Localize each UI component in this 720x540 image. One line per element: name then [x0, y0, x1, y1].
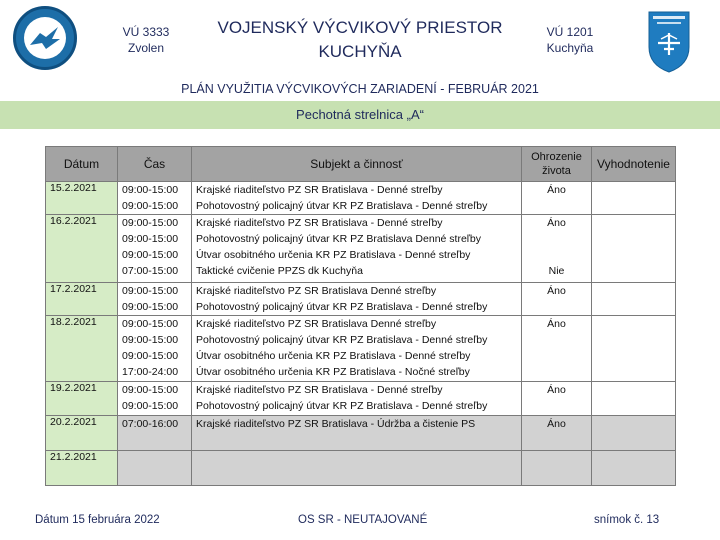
- table-row: [46, 382, 676, 416]
- subject-entry: Krajské riaditeľstvo PZ SR Bratislava - Údržba a čistenie PS: [196, 418, 476, 430]
- time-entry: 09:00-15:00: [122, 233, 179, 245]
- time-entry: 09:00-15:00: [122, 285, 179, 297]
- time-entry: 07:00-15:00: [122, 265, 179, 277]
- life-threat-cell: [522, 316, 592, 382]
- time-entry: 09:00-15:00: [122, 200, 179, 212]
- life-threat-cell: [522, 382, 592, 416]
- time-entry: 17:00-24:00: [122, 366, 179, 378]
- slide-number: snímok č. 13: [594, 514, 660, 526]
- column-header-time: Čas: [118, 147, 192, 182]
- right-unit-city: Kuchyňa: [546, 41, 594, 55]
- table-row: [46, 316, 676, 382]
- life-threat-cell: [522, 416, 592, 451]
- life-threat-value: Áno: [547, 285, 566, 297]
- page-title-line-1: VOJENSKÝ VÝCVIKOVÝ PRIESTOR: [217, 18, 503, 37]
- date-cell: 20.2.2021: [46, 416, 118, 451]
- column-header-life-line-2: života: [542, 165, 571, 177]
- life-threat-value: Nie: [548, 265, 565, 277]
- time-entry: 09:00-15:00: [122, 350, 179, 362]
- left-unit-code: VÚ 3333: [122, 25, 170, 39]
- table-row: [46, 182, 676, 215]
- subject-entry: Útvar osobitného určenia KR PZ Bratislava - Nočné streľby: [196, 366, 470, 378]
- right-unit-name: [530, 24, 610, 56]
- life-threat-cell: [522, 283, 592, 316]
- time-cell: [118, 283, 192, 316]
- subject-entry: Krajské riaditeľstvo PZ SR Bratislava - Denné streľby: [196, 217, 443, 229]
- right-unit-code: VÚ 1201: [546, 25, 594, 39]
- time-entry: 09:00-15:00: [122, 184, 179, 196]
- subject-cell: [192, 416, 522, 451]
- date-cell: 15.2.2021: [46, 182, 118, 215]
- time-cell: [118, 382, 192, 416]
- subject-cell: [192, 451, 522, 486]
- subject-entry: Útvar osobitného určenia KR PZ Bratislava - Denné streľby: [196, 350, 471, 362]
- subject-cell: [192, 382, 522, 416]
- time-entry: 09:00-15:00: [122, 217, 179, 229]
- life-threat-value: [526, 247, 587, 263]
- time-entry: 09:00-15:00: [122, 334, 179, 346]
- subject-cell: [192, 283, 522, 316]
- date-cell: 16.2.2021: [46, 215, 118, 283]
- evaluation-cell: [592, 451, 676, 486]
- time-entry: 07:00-16:00: [122, 418, 179, 430]
- life-threat-value: Áno: [547, 418, 566, 430]
- unit-emblem-left: [13, 6, 77, 70]
- life-threat-cell: [522, 215, 592, 283]
- time-entry: 09:00-15:00: [122, 400, 179, 412]
- subject-entry: Útvar osobitného určenia KR PZ Bratislava - Denné streľby: [196, 249, 471, 261]
- column-header-subject: Subjekt a činnosť: [192, 147, 522, 182]
- subject-entry: Pohotovostný policajný útvar KR PZ Bratislava - Denné streľby: [196, 400, 488, 412]
- left-unit-city: Zvolen: [127, 41, 165, 55]
- evaluation-cell: [592, 283, 676, 316]
- time-cell: [118, 451, 192, 486]
- date-cell: 18.2.2021: [46, 316, 118, 382]
- time-cell: [118, 316, 192, 382]
- life-threat-value: Áno: [547, 217, 566, 229]
- left-unit-name: [107, 24, 185, 56]
- time-entry: 09:00-15:00: [122, 318, 179, 330]
- eagle-emblem-icon: [28, 23, 62, 53]
- evaluation-cell: [592, 215, 676, 283]
- subject-entry: Krajské riaditeľstvo PZ SR Bratislava - Denné streľby: [196, 384, 443, 396]
- life-threat-value: Áno: [547, 318, 566, 330]
- life-threat-value: Áno: [547, 384, 566, 396]
- table-row: [46, 451, 676, 486]
- life-threat-cell: [522, 451, 592, 486]
- time-cell: [118, 182, 192, 215]
- table-row: [46, 416, 676, 451]
- evaluation-cell: [592, 382, 676, 416]
- table-header-row: [46, 147, 676, 182]
- time-cell: [118, 416, 192, 451]
- evaluation-cell: [592, 416, 676, 451]
- column-header-evaluation: Vyhodnotenie: [592, 147, 676, 182]
- subject-entry: Pohotovostný policajný útvar KR PZ Bratislava Denné streľby: [196, 233, 481, 245]
- evaluation-cell: [592, 316, 676, 382]
- life-threat-cell: [522, 182, 592, 215]
- subject-entry: Pohotovostný policajný útvar KR PZ Bratislava - Denné streľby: [196, 301, 488, 313]
- date-cell: 19.2.2021: [46, 382, 118, 416]
- life-threat-value: Áno: [547, 184, 566, 196]
- time-entry: 09:00-15:00: [122, 249, 179, 261]
- table-row: [46, 215, 676, 283]
- date-cell: 21.2.2021: [46, 451, 118, 486]
- life-threat-value: [526, 231, 587, 247]
- subject-entry: Pohotovostný policajný útvar KR PZ Bratislava - Denné streľby: [196, 200, 488, 212]
- subject-cell: [192, 182, 522, 215]
- schedule-table: [45, 146, 676, 486]
- page-title-line-2: KUCHYŇA: [318, 42, 402, 61]
- range-name: Pechotná strelnica „A“: [0, 101, 720, 129]
- plan-title: PLÁN VYUŽITIA VÝCVIKOVÝCH ZARIADENÍ - FEBRUÁR 2021: [181, 82, 539, 96]
- date-cell: 17.2.2021: [46, 283, 118, 316]
- page-title: [200, 16, 520, 64]
- subject-entry: Krajské riaditeľstvo PZ SR Bratislava - Denné streľby: [196, 184, 443, 196]
- footer-classification: OS SR - NEUTAJOVANÉ: [298, 514, 428, 526]
- column-header-date: Dátum: [46, 147, 118, 182]
- time-entry: 09:00-15:00: [122, 384, 179, 396]
- footer-date: Dátum 15 februára 2022: [35, 514, 160, 526]
- shield-emblem-icon: [648, 11, 690, 73]
- time-entry: 09:00-15:00: [122, 301, 179, 313]
- column-header-life-line-1: Ohrozenie: [531, 151, 582, 163]
- subject-entry: Taktické cvičenie PPZS dk Kuchyňa: [196, 265, 363, 277]
- table-row: [46, 283, 676, 316]
- subject-cell: [192, 316, 522, 382]
- evaluation-cell: [592, 182, 676, 215]
- subject-entry: Krajské riaditeľstvo PZ SR Bratislava Denné streľby: [196, 318, 437, 330]
- time-cell: [118, 215, 192, 283]
- subject-entry: Krajské riaditeľstvo PZ SR Bratislava Denné streľby: [196, 285, 437, 297]
- column-header-life-threat: [522, 147, 592, 182]
- subject-cell: [192, 215, 522, 283]
- subject-entry: Pohotovostný policajný útvar KR PZ Bratislava - Denné streľby: [196, 334, 488, 346]
